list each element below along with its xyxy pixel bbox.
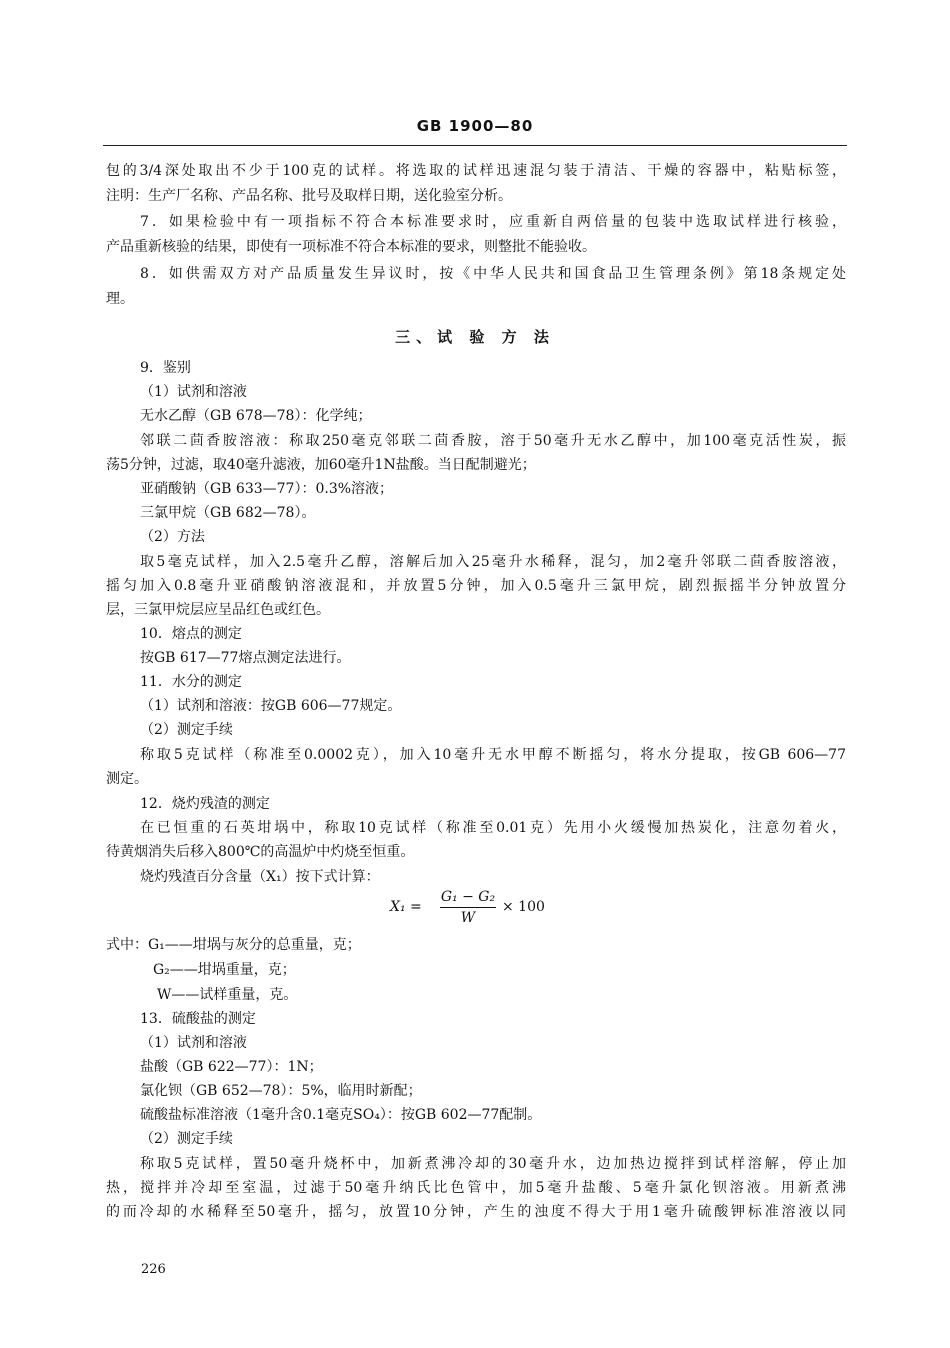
text-line: 待黄烟消失后移入800℃的高温炉中灼烧至恒重。: [106, 844, 415, 860]
text-line: 按GB 617—77熔点测定法进行。: [140, 650, 351, 666]
text-line: 在已恒重的石英坩埚中，称取10克试样（称准至0.01克）先用小火缓慢加热炭化，注意勿着火，: [140, 820, 846, 836]
text-line: 7．如果检验中有一项指标不符合本标准要求时，应重新自两倍量的包装中选取试样进行核验，: [140, 214, 846, 230]
clause-heading: 11．水分的测定: [140, 674, 242, 690]
text-line: 的而冷却的水稀释至50毫升，摇匀，放置10分钟，产生的浊度不得大于用1毫升硫酸钾标准溶液以同: [106, 1204, 846, 1220]
text-line: 氯化钡（GB 652—78）：5%，临用时新配；: [140, 1083, 422, 1099]
text-line: （2）测定手续: [140, 1131, 233, 1147]
header-rule: [103, 145, 847, 146]
formula-numerator: G₁ − G₂: [440, 889, 496, 905]
text-line: 注明：生产厂名称、产品名称、批号及取样日期，送化验室分析。: [106, 188, 512, 204]
text-line: 邻联二茴香胺溶液：称取250毫克邻联二茴香胺，溶于50毫升无水乙醇中，加100毫克活性炭，振: [140, 433, 846, 449]
clause-heading: 13．硫酸盐的测定: [140, 1011, 256, 1027]
text-line: 亚硝酸钠（GB 633—77）：0.3%溶液；: [140, 481, 394, 497]
text-line: 摇匀加入0.8毫升亚硝酸钠溶液混和，并放置5分钟，加入0.5毫升三氯甲烷，剧烈振摇半分钟放置分: [106, 578, 846, 594]
formula-fraction: [440, 888, 496, 927]
text-line: G₂——坩埚重量，克；: [153, 962, 296, 978]
text-line: （2）方法: [140, 529, 205, 545]
section-title: 三、试 验 方 法: [395, 328, 555, 346]
text-line: 荡5分钟，过滤，取40毫升滤液，加60毫升1N盐酸。当日配制避光；: [106, 457, 536, 473]
text-line: 取5毫克试样，加入2.5毫升乙醇，溶解后加入25毫升水稀释，混匀，加2毫升邻联二茴香胺溶液，: [140, 554, 846, 570]
text-line: 称取5克试样（称准至0.0002克），加入10毫升无水甲醇不断摇匀，将水分提取，按GB 606—77: [140, 747, 846, 763]
formula-rhs: × 100: [502, 899, 545, 915]
fraction-bar: [440, 907, 496, 908]
text-line: 无水乙醇（GB 678—78）：化学纯；: [140, 408, 372, 424]
clause-heading: 9．鉴别: [140, 360, 191, 376]
text-line: 热，搅拌并冷却至室温，过滤于50毫升纳氏比色管中，加5毫升盐酸、5毫升氯化钡溶液。用新煮沸: [106, 1180, 846, 1196]
text-line: （2）测定手续: [140, 722, 233, 738]
text-line: （1）试剂和溶液: [140, 1035, 247, 1051]
text-line: 测定。: [106, 771, 148, 787]
text-line: 包的3/4深处取出不少于100克的试样。将选取的试样迅速混匀装于清洁、干燥的容器中，粘贴标签，: [106, 163, 846, 179]
text-line: 产品重新核验的结果，即使有一项标准不符合本标准的要求，则整批不能验收。: [106, 239, 596, 255]
clause-heading: 12．烧灼残渣的测定: [140, 796, 270, 812]
text-line: （1）试剂和溶液: [140, 384, 247, 400]
formula-lhs: X₁ =: [390, 899, 422, 915]
page-header: GB 1900—80: [416, 117, 534, 135]
text-line: 8．如供需双方对产品质量发生异议时，按《中华人民共和国食品卫生管理条例》第18条规定处: [140, 266, 846, 282]
text-line: 层，三氯甲烷层应呈品红色或红色。: [106, 602, 330, 618]
text-line: W——试样重量，克。: [157, 987, 298, 1003]
text-line: 烧灼残渣百分含量（X₁）按下式计算：: [140, 869, 380, 885]
page-number: 226: [141, 1262, 166, 1277]
text-line: 三氯甲烷（GB 682—78）。: [140, 505, 316, 521]
formula-denominator: W: [460, 910, 476, 926]
text-line: 盐酸（GB 622—77）：1N；: [140, 1059, 323, 1075]
text-line: 硫酸盐标准溶液（1毫升含0.1毫克SO₄）：按GB 602—77配制。: [140, 1107, 542, 1123]
clause-heading: 10．熔点的测定: [140, 626, 242, 642]
text-line: （1）试剂和溶液：按GB 606—77规定。: [140, 698, 402, 714]
text-line: 理。: [106, 291, 134, 307]
text-line: 式中：G₁——坩埚与灰分的总重量，克；: [106, 937, 361, 953]
text-line: 称取5克试样，置50毫升烧杯中，加新煮沸冷却的30毫升水，边加热边搅拌到试样溶解，停止加: [140, 1156, 846, 1172]
